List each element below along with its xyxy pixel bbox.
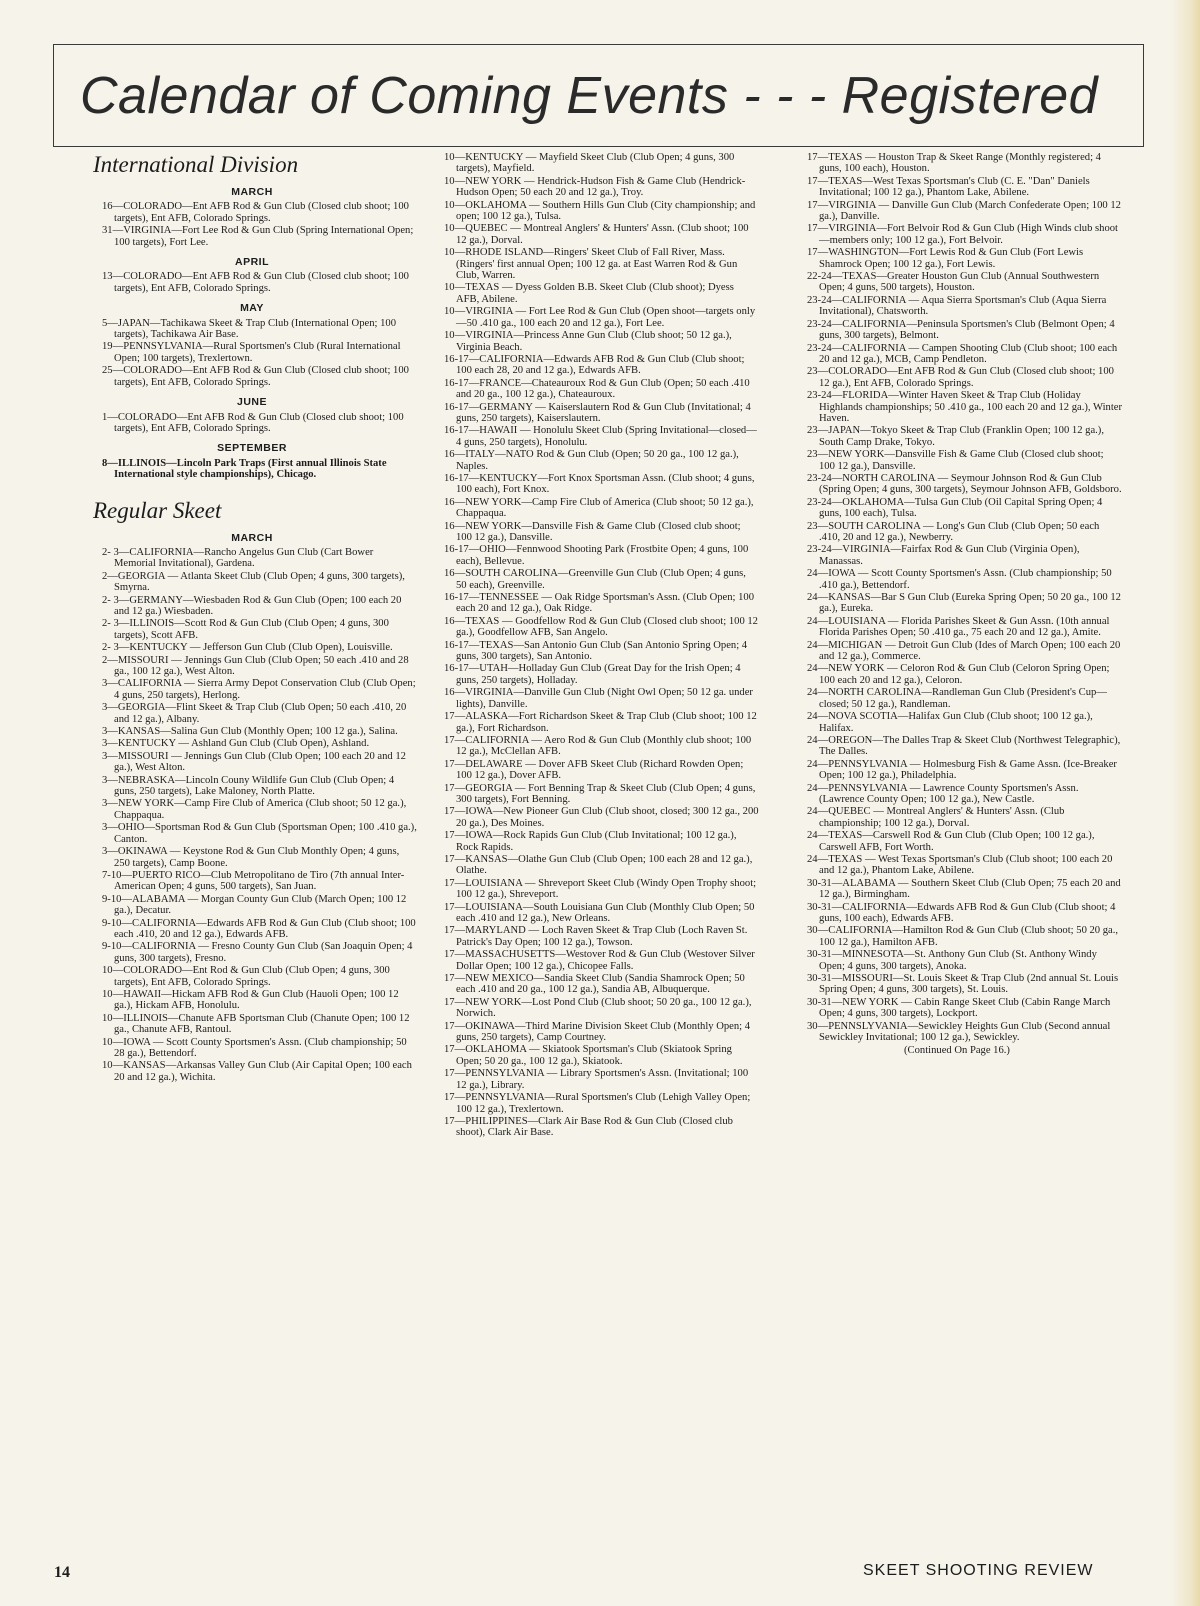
- header-box: [53, 44, 1144, 147]
- event-entry: 16—NEW YORK—Dansville Fish & Game Club (Closed club shoot; 100 12 ga.), Dansville.: [444, 520, 741, 543]
- event-entry: 10—KENTUCKY — Mayfield Skeet Club (Club Open; 4 guns, 300 targets), Mayfield.: [444, 152, 735, 175]
- event-entry: 16—TEXAS — Goodfellow Rod & Gun Club (Closed club shoot; 100 12 ga.), Goodfellow AFB, San Angelo.: [444, 615, 758, 639]
- event-entry: 23-24—CALIFORNIA — Aqua Sierra Sportsman's Club (Aqua Sierra Invitational), Chatsworth.: [807, 294, 1107, 318]
- event-entry: 17—LOUISIANA — Shreveport Skeet Club (Windy Open Trophy shoot; 100 12 ga.), Shreveport.: [444, 877, 757, 901]
- international-division-title: International Division: [93, 152, 299, 177]
- event-entry: 17—DELAWARE — Dover AFB Skeet Club (Richard Rowden Open; 100 12 ga.), Dover AFB.: [444, 758, 744, 782]
- event-entry: 10—COLORADO—Ent Rod & Gun Club (Club Open; 4 guns, 300 targets), Ent AFB, Colorado Springs.: [102, 965, 390, 988]
- event-entry: 24—LOUISIANA — Florida Parishes Skeet & Gun Assn. (10th annual Florida Parishes Open; 50 .410 ga., 75 each 20 and 12 ga.), Amite.: [807, 615, 1110, 639]
- event-entry: 17—KANSAS—Olathe Gun Club (Club Open; 100 each 28 and 12 ga.), Olathe.: [444, 853, 753, 877]
- event-entry: 24—PENNSYLVANIA — Holmesburg Fish & Game Assn. (Ice-Breaker Open; 100 12 ga.), Philadelphia.: [807, 758, 1117, 782]
- regular-skeet-title: Regular Skeet: [93, 497, 222, 523]
- event-entry: 17—TEXAS—West Texas Sportsman's Club (C. E. "Dan" Daniels Invitational; 100 12 ga.), Phantom Lake, Abilene.: [807, 175, 1090, 199]
- month-heading: APRIL: [235, 256, 269, 269]
- event-entry: 17—PHILIPPINES—Clark Air Base Rod & Gun Club (Closed club shoot), Clark Air Base.: [444, 1115, 733, 1139]
- event-entry: 10—VIRGINIA—Princess Anne Gun Club (Club shoot; 50 12 ga.), Virginia Beach.: [444, 330, 732, 353]
- event-entry: 24—MICHIGAN — Detroit Gun Club (Ides of March Open; 100 each 20 and 12 ga.), Commerce.: [807, 639, 1121, 663]
- event-entry: 16—COLORADO—Ent AFB Rod & Gun Club (Closed club shoot; 100 targets), Ent AFB, Colorado Springs.: [102, 201, 409, 224]
- event-entry: 10—TEXAS — Dyess Golden B.B. Skeet Club (Club shoot); Dyess AFB, Abilene.: [444, 282, 734, 305]
- event-entry: 10—HAWAII—Hickam AFB Rod & Gun Club (Hauoli Open; 100 12 ga.), Hickam AFB, Honolulu.: [102, 988, 399, 1012]
- event-entry: 9-10—CALIFORNIA — Fresno County Gun Club (San Joaquin Open; 4 guns, 300 targets), Fresno.: [102, 941, 413, 964]
- regular-list-col3: [792, 152, 1122, 1043]
- event-entry: 23—SOUTH CAROLINA — Long's Gun Club (Club Open; 50 each .410, 20 and 12 ga.), Newberry.: [807, 520, 1100, 543]
- magazine-name: SKEET SHOOTING REVIEW: [863, 1562, 1094, 1579]
- event-entry: 17—ALASKA—Fort Richardson Skeet & Trap Club (Club shoot; 100 12 ga.), Fort Richardson.: [444, 711, 757, 734]
- event-entry: 17—NEW YORK—Lost Pond Club (Club shoot; 50 20 ga., 100 12 ga.), Norwich.: [444, 996, 752, 1020]
- event-entry: 17—IOWA—Rock Rapids Gun Club (Club Invitational; 100 12 ga.), Rock Rapids.: [444, 830, 737, 853]
- event-entry: 30—CALIFORNIA—Hamilton Rod & Gun Club (Club shoot; 50 20 ga., 100 12 ga.), Hamilton AFB.: [807, 925, 1119, 948]
- event-entry: 22-24—TEXAS—Greater Houston Gun Club (Annual Southwestern Open; 4 guns, 500 targets), Houston.: [807, 271, 1100, 294]
- event-entry: 17—WASHINGTON—Fort Lewis Rod & Gun Club (Fort Lewis Shamrock Open; 100 12 ga.), Fort Lewis.: [807, 247, 1084, 270]
- event-entry: 3—GEORGIA—Flint Skeet & Trap Club (Club Open; 50 each .410, 20 and 12 ga.), Albany.: [102, 702, 407, 725]
- event-entry: 3—OHIO—Sportsman Rod & Gun Club (Sportsman Open; 100 .410 ga.), Canton.: [102, 822, 417, 845]
- event-entry: 16-17—OHIO—Fennwood Shooting Park (Frostbite Open; 4 guns, 100 each), Bellevue.: [444, 544, 749, 567]
- event-entry: 10—VIRGINIA — Fort Lee Rod & Gun Club (Open shoot—targets only—50 .410 ga., 100 each 20 and 12 ga.), Fort Lee.: [444, 306, 756, 329]
- event-entry: 23-24—VIRGINIA—Fairfax Rod & Gun Club (Virginia Open), Manassas.: [807, 544, 1080, 567]
- event-entry: 16-17—UTAH—Holladay Gun Club (Great Day for the Irish Open; 4 guns, 250 targets), Holladay.: [444, 663, 741, 686]
- event-entry: 24—NOVA SCOTIA—Halifax Gun Club (Club shoot; 100 12 ga.), Halifax.: [807, 711, 1093, 734]
- event-entry: 2- 3—CALIFORNIA—Rancho Angelus Gun Club (Cart Bower Memorial Invitational), Gardena.: [102, 546, 374, 570]
- event-entry: 23—NEW YORK—Dansville Fish & Game Club (Closed club shoot; 100 12 ga.), Dansville.: [807, 449, 1104, 472]
- event-entry: 10—ILLINOIS—Chanute AFB Sportsman Club (Chanute Open; 100 12 ga., Chanute AFB, Rantoul.: [102, 1012, 410, 1036]
- month-heading: MARCH: [231, 531, 273, 544]
- event-entry: 16-17—CALIFORNIA—Edwards AFB Rod & Gun Club (Club shoot; 100 each 28, 20 and 12 ga.), Edwards AFB.: [444, 353, 745, 377]
- regular-list-col1: [87, 547, 417, 1083]
- page-number: 14: [54, 1564, 70, 1581]
- event-entry: 3—NEW YORK—Camp Fire Club of America (Club shoot; 50 12 ga.), Chappaqua.: [102, 798, 407, 821]
- event-entry: 16-17—GERMANY — Kaiserslautern Rod & Gun Club (Invitational; 4 guns, 250 targets), Kaiserslautern.: [444, 401, 751, 424]
- event-entry: 9-10—CALIFORNIA—Edwards AFB Rod & Gun Club (Club shoot; 100 each .410, 20 and 12 ga.), Edwards AFB.: [102, 917, 416, 940]
- event-entry: 16-17—KENTUCKY—Fort Knox Sportsman Assn. (Club shoot; 4 guns, 100 each), Fort Knox.: [444, 472, 755, 496]
- event-entry: 17—VIRGINIA—Fort Belvoir Rod & Gun Club (High Winds club shoot—members only; 100 12 ga.), Fort Belvoir.: [807, 223, 1119, 246]
- event-entry: 23-24—NORTH CAROLINA — Seymour Johnson Rod & Gun Club (Spring Open; 4 guns, 300 targets), Seymour Johnson AFB, Goldsboro.: [807, 472, 1122, 496]
- event-entry: 2- 3—GERMANY—Wiesbaden Rod & Gun Club (Open; 100 each 20 and 12 ga.) Wiesbaden.: [102, 594, 402, 617]
- event-entry: 24—PENNSYLVANIA — Lawrence County Sportsmen's Assn. (Lawrence County Open; 100 12 ga.), New Castle.: [807, 782, 1079, 805]
- event-entry: 24—NEW YORK — Celoron Rod & Gun Club (Celoron Spring Open; 100 each 20 and 12 ga.), Celoron.: [807, 663, 1110, 686]
- event-entry: 10—NEW YORK — Hendrick-Hudson Fish & Game Club (Hendrick-Hudson Open; 50 each 20 and 12 ga.), Troy.: [444, 175, 746, 199]
- event-entry: 17—MASSACHUSETTS—Westover Rod & Gun Club (Westover Silver Dollar Open; 100 12 ga.), Chicopee Falls.: [444, 949, 755, 972]
- page-title: Calendar of Coming Events - - - Registered: [80, 66, 1099, 125]
- event-entry: 30-31—NEW YORK — Cabin Range Skeet Club (Cabin Range March Open; 4 guns, 300 targets), Lockport.: [807, 996, 1111, 1020]
- event-entry: 23-24—FLORIDA—Winter Haven Skeet & Trap Club (Holiday Highlands championships; 50 .410 ga., 100 each 20 and 12 ga.), Winter Haven.: [807, 390, 1123, 424]
- event-entry: 24—OREGON—The Dalles Trap & Skeet Club (Northwest Telegraphic), The Dalles.: [807, 734, 1121, 758]
- event-entry: 17—NEW MEXICO—Sandia Skeet Club (Sandia Shamrock Open; 50 each .410 and 20 ga., 100 12 ga.), Sandia AB, Albuquerque.: [444, 973, 745, 996]
- event-entry: 17—LOUISIANA—South Louisiana Gun Club (Monthly Club Open; 50 each .410 and 12 ga.), New Orleans.: [444, 901, 755, 924]
- event-entry: 24—QUEBEC — Montreal Anglers' & Hunters' Assn. (Club championship; 100 12 ga.), Dorval.: [807, 806, 1065, 829]
- international-list: [87, 187, 417, 481]
- event-entry: 3—MISSOURI — Jennings Gun Club (Club Open; 100 each 20 and 12 ga.), West Alton.: [102, 750, 406, 774]
- page-edge: [1170, 0, 1200, 1606]
- continued-note: (Continued On Page 16.): [904, 1045, 1010, 1057]
- event-entry: 16—VIRGINIA—Danville Gun Club (Night Owl Open; 50 12 ga. under lights), Danville.: [444, 687, 753, 710]
- event-entry: 30—PENNSLYVANIA—Sewickley Heights Gun Club (Second annual Sewickley Invitational; 100 12 ga.), Sewickley.: [807, 1020, 1111, 1044]
- event-entry: 10—QUEBEC — Montreal Anglers' & Hunters' Assn. (Club shoot; 100 12 ga.), Dorval.: [444, 223, 749, 246]
- event-entry: 16-17—HAWAII — Honolulu Skeet Club (Spring Invitational—closed—4 guns, 250 targets), Honolulu.: [444, 425, 757, 448]
- regular-list-col2: [429, 152, 759, 1139]
- event-entry: 2- 3—KENTUCKY — Jefferson Gun Club (Club Open), Louisville.: [102, 642, 393, 654]
- event-entry: 17—OKINAWA—Third Marine Division Skeet Club (Monthly Open; 4 guns, 250 targets), Camp Courtney.: [444, 1020, 751, 1044]
- event-entry: 30-31—ALABAMA — Southern Skeet Club (Club Open; 75 each 20 and 12 ga.), Birmingham.: [807, 877, 1121, 901]
- event-entry: 10—IOWA — Scott County Sportsmen's Assn. (Club championship; 50 28 ga.), Bettendorf.: [102, 1036, 407, 1059]
- month-heading: SEPTEMBER: [217, 442, 287, 455]
- event-entry: 16-17—TEXAS—San Antonio Gun Club (San Antonio Spring Open; 4 guns, 300 targets), San Antonio.: [444, 639, 748, 663]
- event-entry: 2- 3—ILLINOIS—Scott Rod & Gun Club (Club Open; 4 guns, 300 targets), Scott AFB.: [102, 618, 389, 641]
- event-entry: 19—PENNSYLVANIA—Rural Sportsmen's Club (Rural International Open; 100 targets), Trexlertown.: [102, 341, 401, 364]
- event-entry: 2—GEORGIA — Atlanta Skeet Club (Club Open; 4 guns, 300 targets), Smyrna.: [102, 570, 405, 594]
- event-entry: 24—IOWA — Scott County Sportsmen's Assn. (Club championship; 50 .410 ga.), Bettendorf.: [807, 568, 1112, 591]
- event-entry: 23-24—OKLAHOMA—Tulsa Gun Club (Oil Capital Spring Open; 4 guns, 100 each), Tulsa.: [807, 496, 1103, 520]
- event-entry: 3—KENTUCKY — Ashland Gun Club (Club Open), Ashland.: [102, 738, 370, 750]
- event-entry: 17—GEORGIA — Fort Benning Trap & Skeet Club (Club Open; 4 guns, 300 targets), Fort Benning.: [444, 782, 756, 805]
- event-entry: 13—COLORADO—Ent AFB Rod & Gun Club (Closed club shoot; 100 targets), Ent AFB, Colorado Springs.: [102, 271, 409, 294]
- event-entry: 2—MISSOURI — Jennings Gun Club (Club Open; 50 each .410 and 28 ga., 100 12 ga.), West Alton.: [102, 654, 409, 677]
- event-entry: 17—IOWA—New Pioneer Gun Club (Club shoot, closed; 300 12 ga., 200 20 ga.), Des Moines.: [444, 806, 759, 829]
- event-entry: 10—OKLAHOMA — Southern Hills Gun Club (City championship; and open; 100 12 ga.), Tulsa.: [444, 199, 756, 223]
- month-heading: MAY: [240, 302, 264, 315]
- column-2: [429, 152, 759, 1140]
- column-3: [792, 152, 1122, 1057]
- month-heading: MARCH: [231, 186, 273, 198]
- event-entry: 16-17—FRANCE—Chateauroux Rod & Gun Club (Open; 50 each .410 and 20 ga., 100 12 ga.), Chateauroux.: [444, 377, 750, 401]
- event-entry: 17—OKLAHOMA — Skiatook Sportsman's Club (Skiatook Spring Open; 50 20 ga., 100 12 ga.), Skiatook.: [444, 1044, 732, 1067]
- event-entry: 8—ILLINOIS—Lincoln Park Traps (First annual Illinois State International style championships), Chicago.: [102, 457, 387, 481]
- event-entry: 24—TEXAS — West Texas Sportsman's Club (Club shoot; 100 each 20 and 12 ga.), Phantom Lake, Abilene.: [807, 853, 1113, 877]
- event-entry: 17—PENNSYLVANIA—Rural Sportsmen's Club (Lehigh Valley Open; 100 12 ga.), Trexlertown.: [444, 1092, 751, 1115]
- event-entry: 16-17—TENNESSEE — Oak Ridge Sportsman's Assn. (Club Open; 100 each 20 and 12 ga.), Oak Ridge.: [444, 592, 755, 615]
- event-entry: 17—MARYLAND — Loch Raven Skeet & Trap Club (Loch Raven St. Patrick's Day Open; 100 12 ga.), Towson.: [444, 925, 748, 948]
- event-entry: 23—COLORADO—Ent AFB Rod & Gun Club (Closed club shoot; 100 12 ga.), Ent AFB, Colorado Springs.: [807, 366, 1114, 389]
- month-heading: JUNE: [236, 396, 267, 409]
- event-entry: 24—TEXAS—Carswell Rod & Gun Club (Club Open; 100 12 ga.), Carswell AFB, Fort Worth.: [807, 830, 1095, 853]
- event-entry: 17—CALIFORNIA — Aero Rod & Gun Club (Monthly club shoot; 100 12 ga.), McClellan AFB.: [444, 734, 752, 758]
- event-entry: 3—NEBRASKA—Lincoln Couny Wildlife Gun Club (Club Open; 4 guns, 250 targets), Lake Maloney, North Platte.: [102, 774, 395, 798]
- event-entry: 5—JAPAN—Tachikawa Skeet & Trap Club (International Open; 100 targets), Tachikawa Air Base.: [102, 317, 396, 341]
- event-entry: 7-10—PUERTO RICO—Club Metropolitano de Tiro (7th annual Inter-American Open; 4 guns, 500 targets), San Juan.: [102, 869, 405, 893]
- event-entry: 30-31—MINNESOTA—St. Anthony Gun Club (St. Anthony Windy Open; 4 guns, 300 targets), Anoka.: [807, 949, 1097, 972]
- event-entry: 10—KANSAS—Arkansas Valley Gun Club (Air Capital Open; 100 each 20 and 12 ga.), Wichita.: [102, 1060, 412, 1083]
- event-entry: 1—COLORADO—Ent AFB Rod & Gun Club (Closed club shoot; 100 targets), Ent AFB, Colorado Springs.: [102, 411, 404, 434]
- event-entry: 3—OKINAWA — Keystone Rod & Gun Club Monthly Open; 4 guns, 250 targets), Camp Boone.: [102, 846, 400, 869]
- event-entry: 31—VIRGINIA—Fort Lee Rod & Gun Club (Spring International Open; 100 targets), Fort Lee.: [102, 225, 414, 248]
- event-entry: 24—KANSAS—Bar S Gun Club (Eureka Spring Open; 50 20 ga., 100 12 ga.), Eureka.: [807, 592, 1121, 615]
- event-entry: 16—ITALY—NATO Rod & Gun Club (Open; 50 20 ga., 100 12 ga.), Naples.: [444, 449, 739, 472]
- event-entry: 10—RHODE ISLAND—Ringers' Skeet Club of Fall River, Mass. (Ringers' first annual Open; 100 12 ga. at East Warren Rod & Gun Club, Warren.: [444, 247, 738, 282]
- event-entry: 3—KANSAS—Salina Gun Club (Monthly Open; 100 12 ga.), Salina.: [102, 726, 398, 738]
- event-entry: 23-24—CALIFORNIA — Campen Shooting Club (Club shoot; 100 each 20 and 12 ga.), MCB, Camp Pendleton.: [807, 342, 1118, 365]
- event-entry: 16—NEW YORK—Camp Fire Club of America (Club shoot; 50 12 ga.), Chappaqua.: [444, 496, 754, 520]
- event-entry: 24—NORTH CAROLINA—Randleman Gun Club (President's Cup—closed; 50 12 ga.), Randleman.: [807, 687, 1107, 710]
- event-entry: 17—VIRGINIA — Danville Gun Club (March Confederate Open; 100 12 ga.), Danville.: [807, 199, 1121, 223]
- event-entry: 17—TEXAS — Houston Trap & Skeet Range (Monthly registered; 4 guns, 100 each), Houston.: [807, 152, 1101, 175]
- event-entry: 9-10—ALABAMA — Morgan County Gun Club (March Open; 100 12 ga.), Decatur.: [102, 893, 407, 917]
- column-1: [87, 152, 417, 1084]
- event-entry: 30-31—MISSOURI—St. Louis Skeet & Trap Club (2nd annual St. Louis Spring Open; 4 guns, 300 targets), St. Louis.: [807, 973, 1119, 996]
- event-entry: 30-31—CALIFORNIA—Edwards AFB Rod & Gun Club (Club shoot; 4 guns, 100 each), Edwards AFB.: [807, 901, 1116, 924]
- event-entry: 16—SOUTH CAROLINA—Greenville Gun Club (Club Open; 4 guns, 50 each), Greenville.: [444, 568, 746, 591]
- event-entry: 23—JAPAN—Tokyo Skeet & Trap Club (Franklin Open; 100 12 ga.), South Camp Drake, Tokyo.: [807, 425, 1104, 448]
- event-entry: 3—CALIFORNIA — Sierra Army Depot Conservation Club (Club Open; 4 guns, 250 targets), Herlong.: [102, 678, 416, 701]
- event-entry: 17—PENNSYLVANIA — Library Sportsmen's Assn. (Invitational; 100 12 ga.), Library.: [444, 1068, 749, 1091]
- event-entry: 25—COLORADO—Ent AFB Rod & Gun Club (Closed club shoot; 100 targets), Ent AFB, Colorado Springs.: [102, 365, 409, 388]
- event-entry: 23-24—CALIFORNIA—Peninsula Sportsmen's Club (Belmont Open; 4 guns, 300 targets), Belmont.: [807, 318, 1115, 342]
